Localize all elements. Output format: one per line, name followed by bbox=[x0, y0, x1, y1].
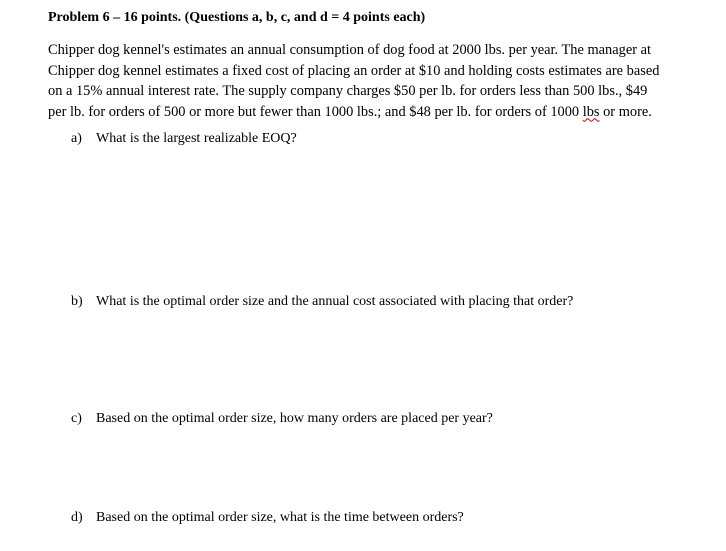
question-b-text: What is the optimal order size and the annual cost associated with placing that order? bbox=[96, 294, 574, 309]
intro-line-4-text: per lb. for orders of 500 or more but fewer than 1000 lbs.; and $48 per lb. for orders of 1000 bbox=[48, 103, 583, 120]
spellcheck-flagged-word: lbs bbox=[582, 103, 600, 120]
intro-line-4 bbox=[48, 102, 688, 123]
intro-line-1: Chipper dog kennel's estimates an annual consumption of dog food at 2000 lbs. per year. The manager at bbox=[48, 42, 651, 58]
question-d bbox=[71, 510, 464, 526]
question-b-label: b) bbox=[71, 294, 83, 309]
question-c-label: c) bbox=[71, 411, 82, 426]
question-c-text: Based on the optimal order size, how many orders are placed per year? bbox=[96, 411, 493, 426]
intro-line-4-end: or more. bbox=[599, 103, 652, 120]
problem-intro bbox=[48, 40, 688, 122]
question-a-label: a) bbox=[71, 131, 82, 146]
question-b bbox=[71, 294, 573, 310]
question-d-label: d) bbox=[71, 510, 83, 525]
question-d-text: Based on the optimal order size, what is the time between orders? bbox=[96, 510, 464, 525]
question-a bbox=[71, 131, 297, 147]
question-c bbox=[71, 411, 493, 427]
intro-line-2: Chipper dog kennel estimates a fixed cost of placing an order at $10 and holding costs estimates are based bbox=[48, 62, 660, 79]
problem-title: Problem 6 – 16 points. (Questions a, b, c, and d = 4 points each) bbox=[48, 10, 426, 25]
question-a-text: What is the largest realizable EOQ? bbox=[96, 131, 297, 146]
intro-line-3: on a 15% annual interest rate. The supply company charges $50 per lb. for orders less than 500 lbs., $49 bbox=[48, 83, 648, 99]
